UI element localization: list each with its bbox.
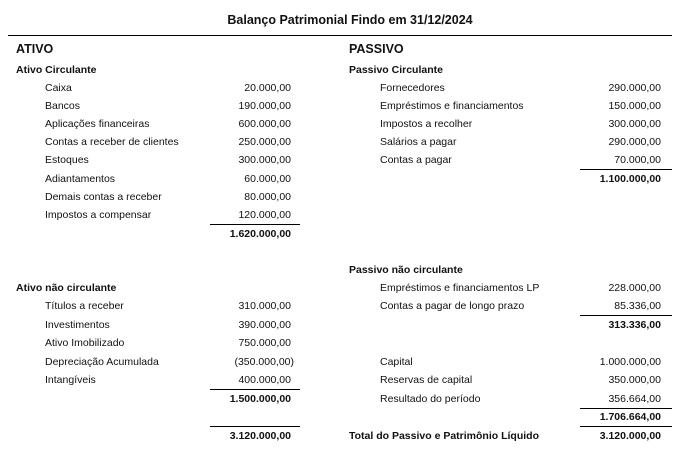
ac-label-aplicacoes: Aplicações financeiras bbox=[45, 118, 150, 130]
passivo-nao-circulante-heading: Passivo não circulante bbox=[349, 264, 463, 276]
anc-label-intangiveis: Intangíveis bbox=[45, 374, 96, 386]
pc-total-rule bbox=[580, 169, 672, 170]
title-divider bbox=[8, 35, 672, 36]
ac-label-caixa: Caixa bbox=[45, 82, 72, 94]
ativo-circulante-heading: Ativo Circulante bbox=[16, 64, 97, 76]
pnc-total-rule bbox=[580, 315, 672, 316]
ativo-total-rule bbox=[210, 426, 300, 427]
pl-label-capital: Capital bbox=[380, 356, 413, 368]
pc-value-impostos-recolher: 300.000,00 bbox=[608, 118, 661, 130]
pnc-value-contas-longo-prazo: 85.336,00 bbox=[614, 300, 661, 312]
pnc-value-emprestimos-lp: 228.000,00 bbox=[608, 282, 661, 294]
ac-value-contas-receber: 250.000,00 bbox=[238, 136, 291, 148]
ativo-nao-circulante-heading: Ativo não circulante bbox=[16, 282, 117, 294]
anc-value-imobilizado: 750.000,00 bbox=[238, 337, 291, 349]
passivo-circulante-total: 1.100.000,00 bbox=[599, 173, 661, 185]
ac-value-bancos: 190.000,00 bbox=[238, 100, 291, 112]
anc-label-investimentos: Investimentos bbox=[45, 319, 110, 331]
pl-value-capital: 1.000.000,00 bbox=[599, 356, 661, 368]
ac-total-rule bbox=[210, 224, 300, 225]
ativo-total: 3.120.000,00 bbox=[229, 430, 291, 442]
ac-label-impostos-compensar: Impostos a compensar bbox=[45, 209, 152, 221]
anc-value-depreciacao: (350.000,00) bbox=[234, 356, 294, 368]
anc-value-intangiveis: 400.000,00 bbox=[238, 374, 291, 386]
passivo-total: 3.120.000,00 bbox=[599, 430, 661, 442]
pl-value-resultado: 356.664,00 bbox=[608, 393, 661, 405]
pc-value-fornecedores: 290.000,00 bbox=[608, 82, 661, 94]
ac-label-demais-contas: Demais contas a receber bbox=[45, 191, 162, 203]
ativo-nao-circulante-total: 1.500.000,00 bbox=[229, 393, 291, 405]
passivo-total-rule bbox=[580, 426, 672, 427]
ativo-circulante-total: 1.620.000,00 bbox=[229, 228, 291, 240]
ac-value-demais-contas: 80.000,00 bbox=[244, 191, 291, 203]
passivo-heading: PASSIVO bbox=[349, 42, 404, 56]
pl-label-resultado: Resultado do período bbox=[380, 393, 481, 405]
patrimonio-total: 1.706.664,00 bbox=[599, 411, 661, 423]
ac-label-bancos: Bancos bbox=[45, 100, 81, 112]
ac-label-contas-receber: Contas a receber de clientes bbox=[45, 136, 179, 148]
pc-value-emprestimos: 150.000,00 bbox=[608, 100, 661, 112]
pl-value-reservas: 350.000,00 bbox=[608, 374, 661, 386]
pc-label-impostos-recolher: Impostos a recolher bbox=[380, 118, 473, 130]
anc-label-titulos: Títulos a receber bbox=[45, 300, 124, 312]
passivo-nao-circulante-total: 313.336,00 bbox=[608, 319, 661, 331]
passivo-circulante-heading: Passivo Circulante bbox=[349, 64, 443, 76]
passivo-total-label: Total do Passivo e Patrimônio Líquido bbox=[349, 430, 539, 442]
pl-total-rule bbox=[580, 408, 672, 409]
pnc-label-contas-longo-prazo: Contas a pagar de longo prazo bbox=[380, 300, 525, 312]
pc-label-fornecedores: Fornecedores bbox=[380, 82, 445, 94]
ac-label-adiantamentos: Adiantamentos bbox=[45, 173, 116, 185]
anc-label-imobilizado: Ativo Imobilizado bbox=[45, 337, 125, 349]
report-title: Balanço Patrimonial Findo em 31/12/2024 bbox=[227, 13, 473, 27]
ac-value-aplicacoes: 600.000,00 bbox=[238, 118, 291, 130]
pnc-label-emprestimos-lp: Empréstimos e financiamentos LP bbox=[380, 282, 540, 294]
pc-value-contas-pagar: 70.000,00 bbox=[614, 154, 661, 166]
anc-label-depreciacao: Depreciação Acumulada bbox=[45, 356, 159, 368]
anc-total-rule bbox=[210, 389, 300, 390]
pl-label-reservas: Reservas de capital bbox=[380, 374, 473, 386]
pc-value-salarios: 290.000,00 bbox=[608, 136, 661, 148]
pc-label-contas-pagar: Contas a pagar bbox=[380, 154, 452, 166]
pc-label-salarios: Salários a pagar bbox=[380, 136, 457, 148]
anc-value-titulos: 310.000,00 bbox=[238, 300, 291, 312]
pc-label-emprestimos: Empréstimos e financiamentos bbox=[380, 100, 524, 112]
anc-value-investimentos: 390.000,00 bbox=[238, 319, 291, 331]
ac-value-estoques: 300.000,00 bbox=[238, 154, 291, 166]
ac-value-adiantamentos: 60.000,00 bbox=[244, 173, 291, 185]
ativo-heading: ATIVO bbox=[16, 42, 54, 56]
ac-label-estoques: Estoques bbox=[45, 154, 89, 166]
ac-value-caixa: 20.000,00 bbox=[244, 82, 291, 94]
ac-value-impostos-compensar: 120.000,00 bbox=[238, 209, 291, 221]
